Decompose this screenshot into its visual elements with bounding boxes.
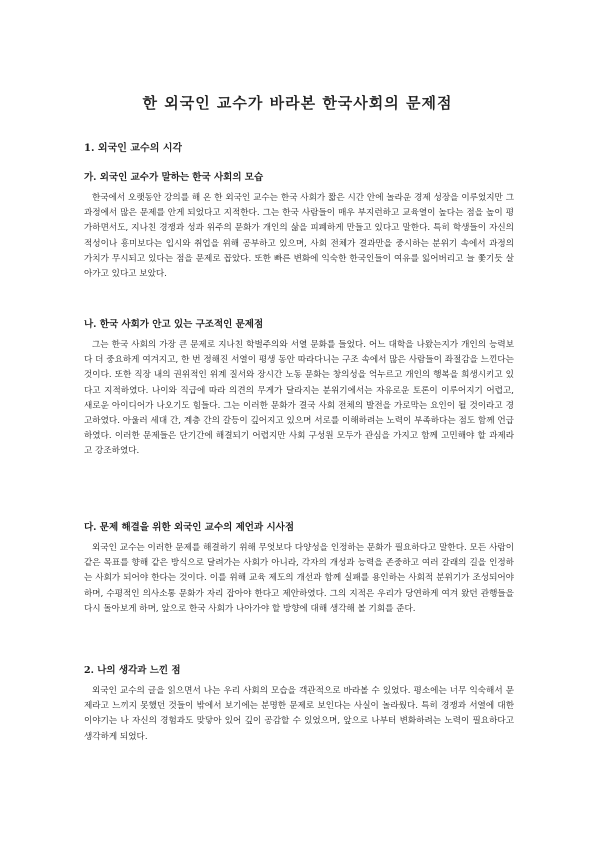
section-paragraph: 한국에서 오랫동안 강의를 해 온 한 외국인 교수는 한국 사회가 짧은 시간 안에 놀라운 경제 성장을 이루었지만 그 과정에서 많은 문제를 안게 되었다고 지적한다. 그는 한국 사람들이 매우 부지런하고 교육열이 높다는 점을 높이 평가하면서도, 지나친 경쟁과 성과 위주의 문화가 개인의 삶을 피폐하게 만들고 있다고 말한다. 특히 학생들이 자신의 적성이나 흥미보다는 입시와 취업을 위해 공부하고 있으며, 사회 전체가 결과만을 중시하는 분위기 속에서 과정의 가치가 무시되고 있다는 점을 문제로 꼽았다. 또한 빠른 변화에 익숙한 한국인들이 여유를 잃어버리고 늘 쫓기듯 살아가고 있다고 보았다. [84,193,514,280]
document-subtitle: 1. 외국인 교수의 시각 [84,143,183,154]
section-2 [84,318,514,506]
section-heading: 2. 나의 생각과 느낀 점 [84,665,181,676]
section-1 [84,171,514,313]
document-title: 한 외국인 교수가 바라본 한국사회의 문제점 [142,94,453,112]
section-3 [84,521,514,647]
section-paragraph: 외국인 교수는 이러한 문제를 해결하기 위해 무엇보다 다양성을 인정하는 문화가 필요하다고 말한다. 모든 사람이 같은 목표를 향해 같은 방식으로 달려가는 사회가 아니라, 각자의 개성과 능력을 존중하고 여러 갈래의 길을 인정하는 사회가 되어야 한다는 것이다. 이를 위해 교육 제도의 개선과 함께 실패를 용인하는 사회적 분위기가 조성되어야 하며, 수평적인 의사소통 문화가 자리 잡아야 한다고 제안하였다. 그의 지적은 우리가 당연하게 여겨 왔던 관행들을 다시 돌아보게 하며, 앞으로 한국 사회가 나아가야 할 방향에 대해 생각해 볼 기회를 준다. [84,543,514,614]
section-heading: 다. 문제 해결을 위한 외국인 교수의 제언과 시사점 [84,522,294,533]
section-heading: 가. 외국인 교수가 말하는 한국 사회의 모습 [84,172,264,183]
section-4 [84,664,514,760]
section-paragraph: 외국인 교수의 글을 읽으면서 나는 우리 사회의 모습을 객관적으로 바라볼 수 있었다. 평소에는 너무 익숙해서 문제라고 느끼지 못했던 것들이 밖에서 보기에는 분명한 문제로 보인다는 사실이 놀라웠다. 특히 경쟁과 서열에 대한 이야기는 나 자신의 경험과도 맞닿아 있어 깊이 공감할 수 있었으며, 앞으로 나부터 변화하려는 노력이 필요하다고 생각하게 되었다. [84,686,514,742]
section-heading: 나. 한국 사회가 안고 있는 구조적인 문제점 [84,319,264,330]
section-paragraph: 그는 한국 사회의 가장 큰 문제로 지나친 학벌주의와 서열 문화를 들었다. 어느 대학을 나왔는지가 개인의 능력보다 더 중요하게 여겨지고, 한 번 정해진 서열이 평생 동안 따라다니는 구조 속에서 많은 사람들이 좌절감을 느낀다는 것이다. 또한 직장 내의 권위적인 위계 질서와 장시간 노동 문화는 창의성을 억누르고 개인의 행복을 희생시키고 있다고 지적하였다. 나이와 직급에 따라 의견의 무게가 달라지는 분위기에서는 자유로운 토론이 이루어지기 어렵고, 새로운 아이디어가 나오기도 힘들다. 그는 이러한 문화가 결국 사회 전체의 발전을 가로막는 요인이 될 것이라고 경고하였다. 아울러 세대 간, 계층 간의 갈등이 깊어지고 있으며 서로를 이해하려는 노력이 부족하다는 점도 함께 언급하였다. 이러한 문제들은 단기간에 해결되기 어렵지만 사회 구성원 모두가 관심을 가지고 함께 고민해야 할 과제라고 강조하였다. [84,340,514,457]
